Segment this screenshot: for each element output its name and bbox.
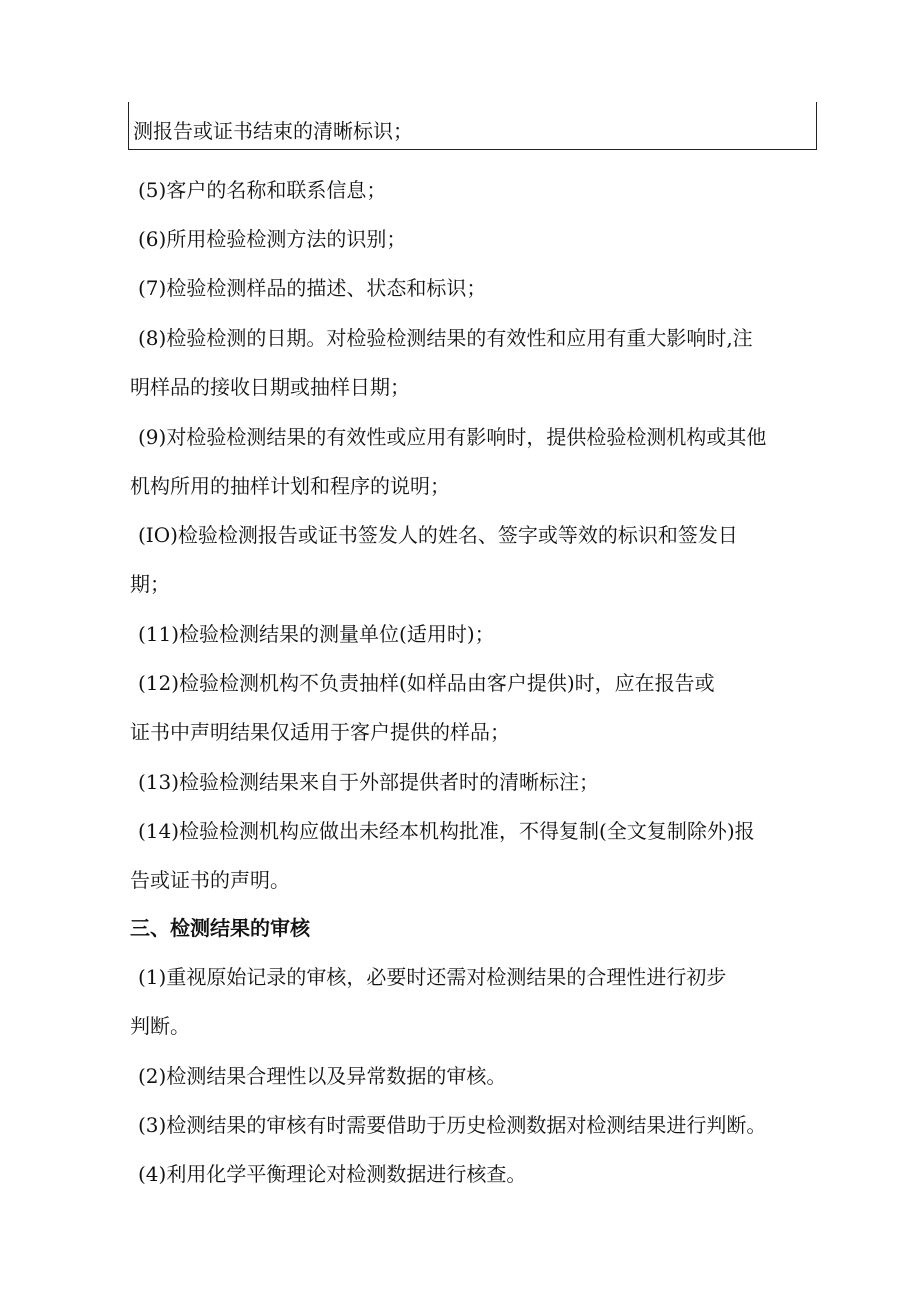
list-item-9: (9)对检验检测结果的有效性或应用有影响时，提供检验检测机构或其他 [138,425,767,449]
list-item-8-cont: 明样品的接收日期或抽样日期； [130,375,410,399]
list-item-7: (7)检验检测样品的描述、状态和标识； [138,276,487,300]
list-item-12: (12)检验检测机构不负责抽样(如样品由客户提供)时，应在报告或 [138,671,715,695]
review-item-1-cont: 判断。 [130,1014,190,1038]
review-item-1: (1)重视原始记录的审核，必要时还需对检测结果的合理性进行初步 [138,965,727,989]
review-item-2: (2)检测结果合理性以及异常数据的审核。 [138,1064,507,1088]
list-item-14: (14)检验检测机构应做出未经本机构批准，不得复制(全文复制除外)报 [138,819,755,843]
section-heading: 三、检测结果的审核 [130,916,310,940]
list-item-14-cont: 告或证书的声明。 [130,868,290,892]
list-item-11: (11)检验检测结果的测量单位(适用时)； [138,622,495,646]
list-item-8: (8)检验检测的日期。对检验检测结果的有效性和应用有重大影响时,注 [138,326,753,350]
list-item-13: (13)检验检测结果来自于外部提供者时的清晰标注； [138,770,600,794]
table-cell-continuation [128,102,817,150]
list-item-10-cont: 期； [130,572,170,596]
list-item-12-cont: 证书中声明结果仅适用于客户提供的样品； [130,720,510,744]
review-item-3: (3)检测结果的审核有时需要借助于历史检测数据对检测结果进行判断。 [138,1113,767,1137]
list-item-9-cont: 机构所用的抽样计划和程序的说明； [130,474,450,498]
box-text: 测报告或证书结束的清晰标识； [133,119,413,143]
review-item-4: (4)利用化学平衡理论对检测数据进行核查。 [138,1162,527,1186]
list-item-10: (IO)检验检测报告或证书签发人的姓名、签字或等效的标识和签发日 [138,523,738,547]
list-item-5: (5)客户的名称和联系信息； [138,178,387,202]
list-item-6: (6)所用检验检测方法的识别； [138,227,407,251]
